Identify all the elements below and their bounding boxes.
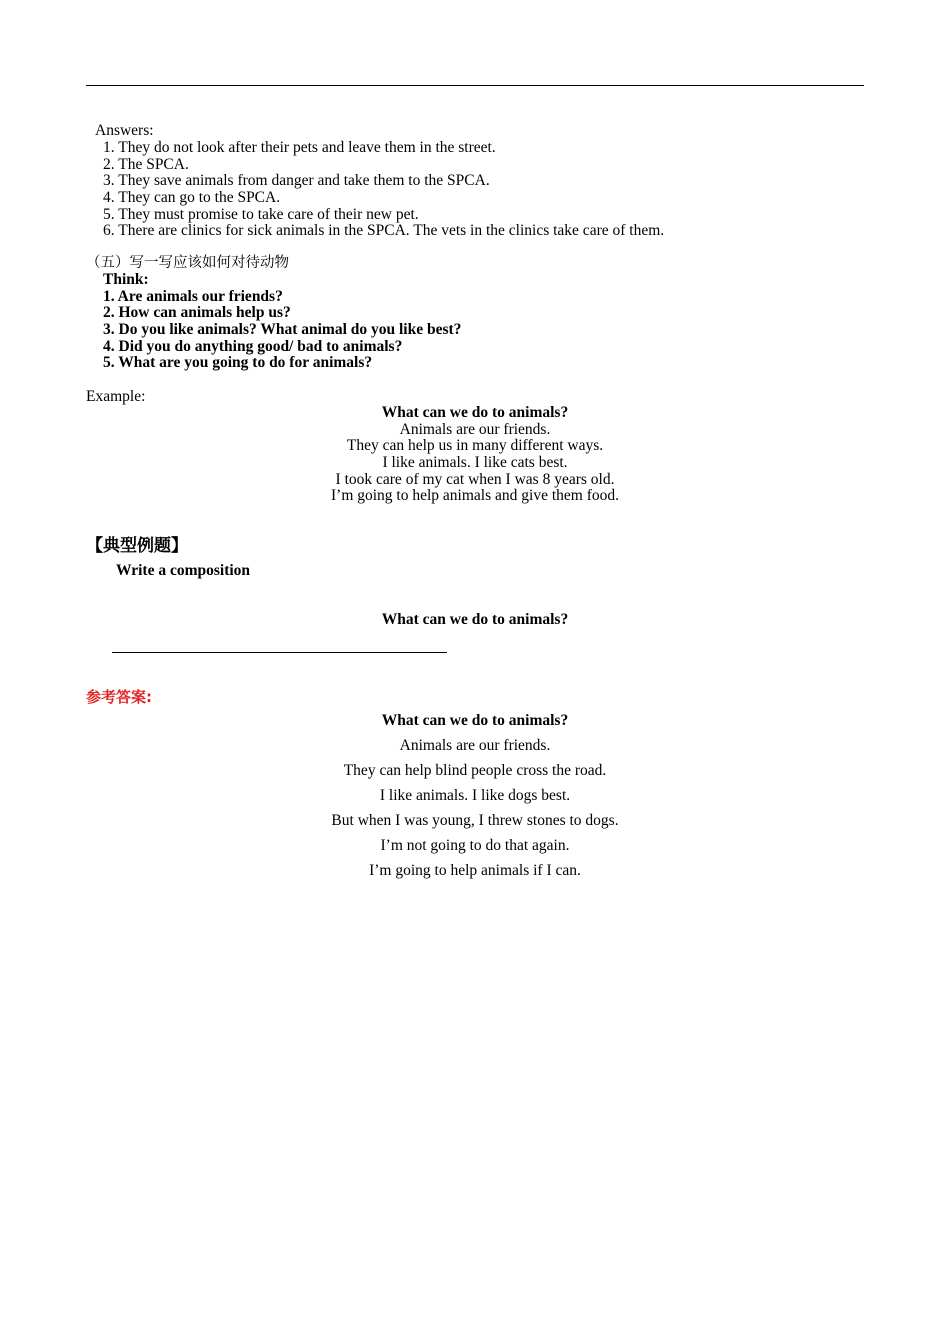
answers-section <box>95 123 154 140</box>
example-title: What can we do to animals? <box>381 404 569 421</box>
reference-line-5: I’m not going to do that again. <box>380 837 570 854</box>
example-line-2: They can help us in many different ways. <box>346 437 604 455</box>
answers-label: Answers: <box>95 122 154 139</box>
reference-title: What can we do to animals? <box>381 712 569 729</box>
reference-line-1: Animals are our friends. <box>399 737 551 754</box>
reference-line-2: They can help blind people cross the road. <box>343 762 607 779</box>
reference-line-4: But when I was young, I threw stones to dogs. <box>331 812 619 829</box>
answer-item-2: 2. The SPCA. <box>103 155 189 173</box>
header-rule <box>86 85 864 86</box>
reference-composition <box>0 708 950 883</box>
question-1: 1. Are animals our friends? <box>103 287 283 305</box>
think-label: Think: <box>103 271 149 288</box>
section5-heading: （五）写一写应该如何对待动物 <box>86 255 289 271</box>
think-questions <box>103 272 461 372</box>
answer-item-6: 6. There are clinics for sick animals in the SPCA. The vets in the clinics take care of them. <box>103 222 665 240</box>
answer-item-1: 1. They do not look after their pets and leave them in the street. <box>103 139 496 156</box>
reference-label: 参考答案: <box>86 688 152 706</box>
example-label: Example: <box>86 388 146 405</box>
question-2: 2. How can animals help us? <box>103 304 291 322</box>
example-line-4: I took care of my cat when I was 8 years old. <box>335 470 615 488</box>
answers-list <box>103 140 664 240</box>
typical-heading: 【典型例题】 <box>86 536 188 556</box>
reference-line-6: I’m going to help animals if I can. <box>369 862 581 879</box>
answer-blank-line <box>112 652 447 653</box>
example-line-3: I like animals. I like cats best. <box>382 454 568 472</box>
answer-item-4: 4. They can go to the SPCA. <box>103 189 281 207</box>
example-line-1: Animals are our friends. <box>399 420 551 438</box>
question-3: 3. Do you like animals? What animal do you like best? <box>103 321 462 339</box>
example-composition <box>0 405 950 505</box>
question-4: 4. Did you do anything good/ bad to animals? <box>103 337 403 355</box>
question-5: 5. What are you going to do for animals? <box>103 354 373 372</box>
typical-task: Write a composition <box>116 562 251 579</box>
reference-line-3: I like animals. I like dogs best. <box>379 787 571 804</box>
example-line-5: I’m going to help animals and give them food. <box>331 487 619 505</box>
typical-title: What can we do to animals? <box>381 611 569 628</box>
answer-item-5: 5. They must promise to take care of their new pet. <box>103 205 419 223</box>
answer-item-3: 3. They save animals from danger and take them to the SPCA. <box>103 172 490 190</box>
